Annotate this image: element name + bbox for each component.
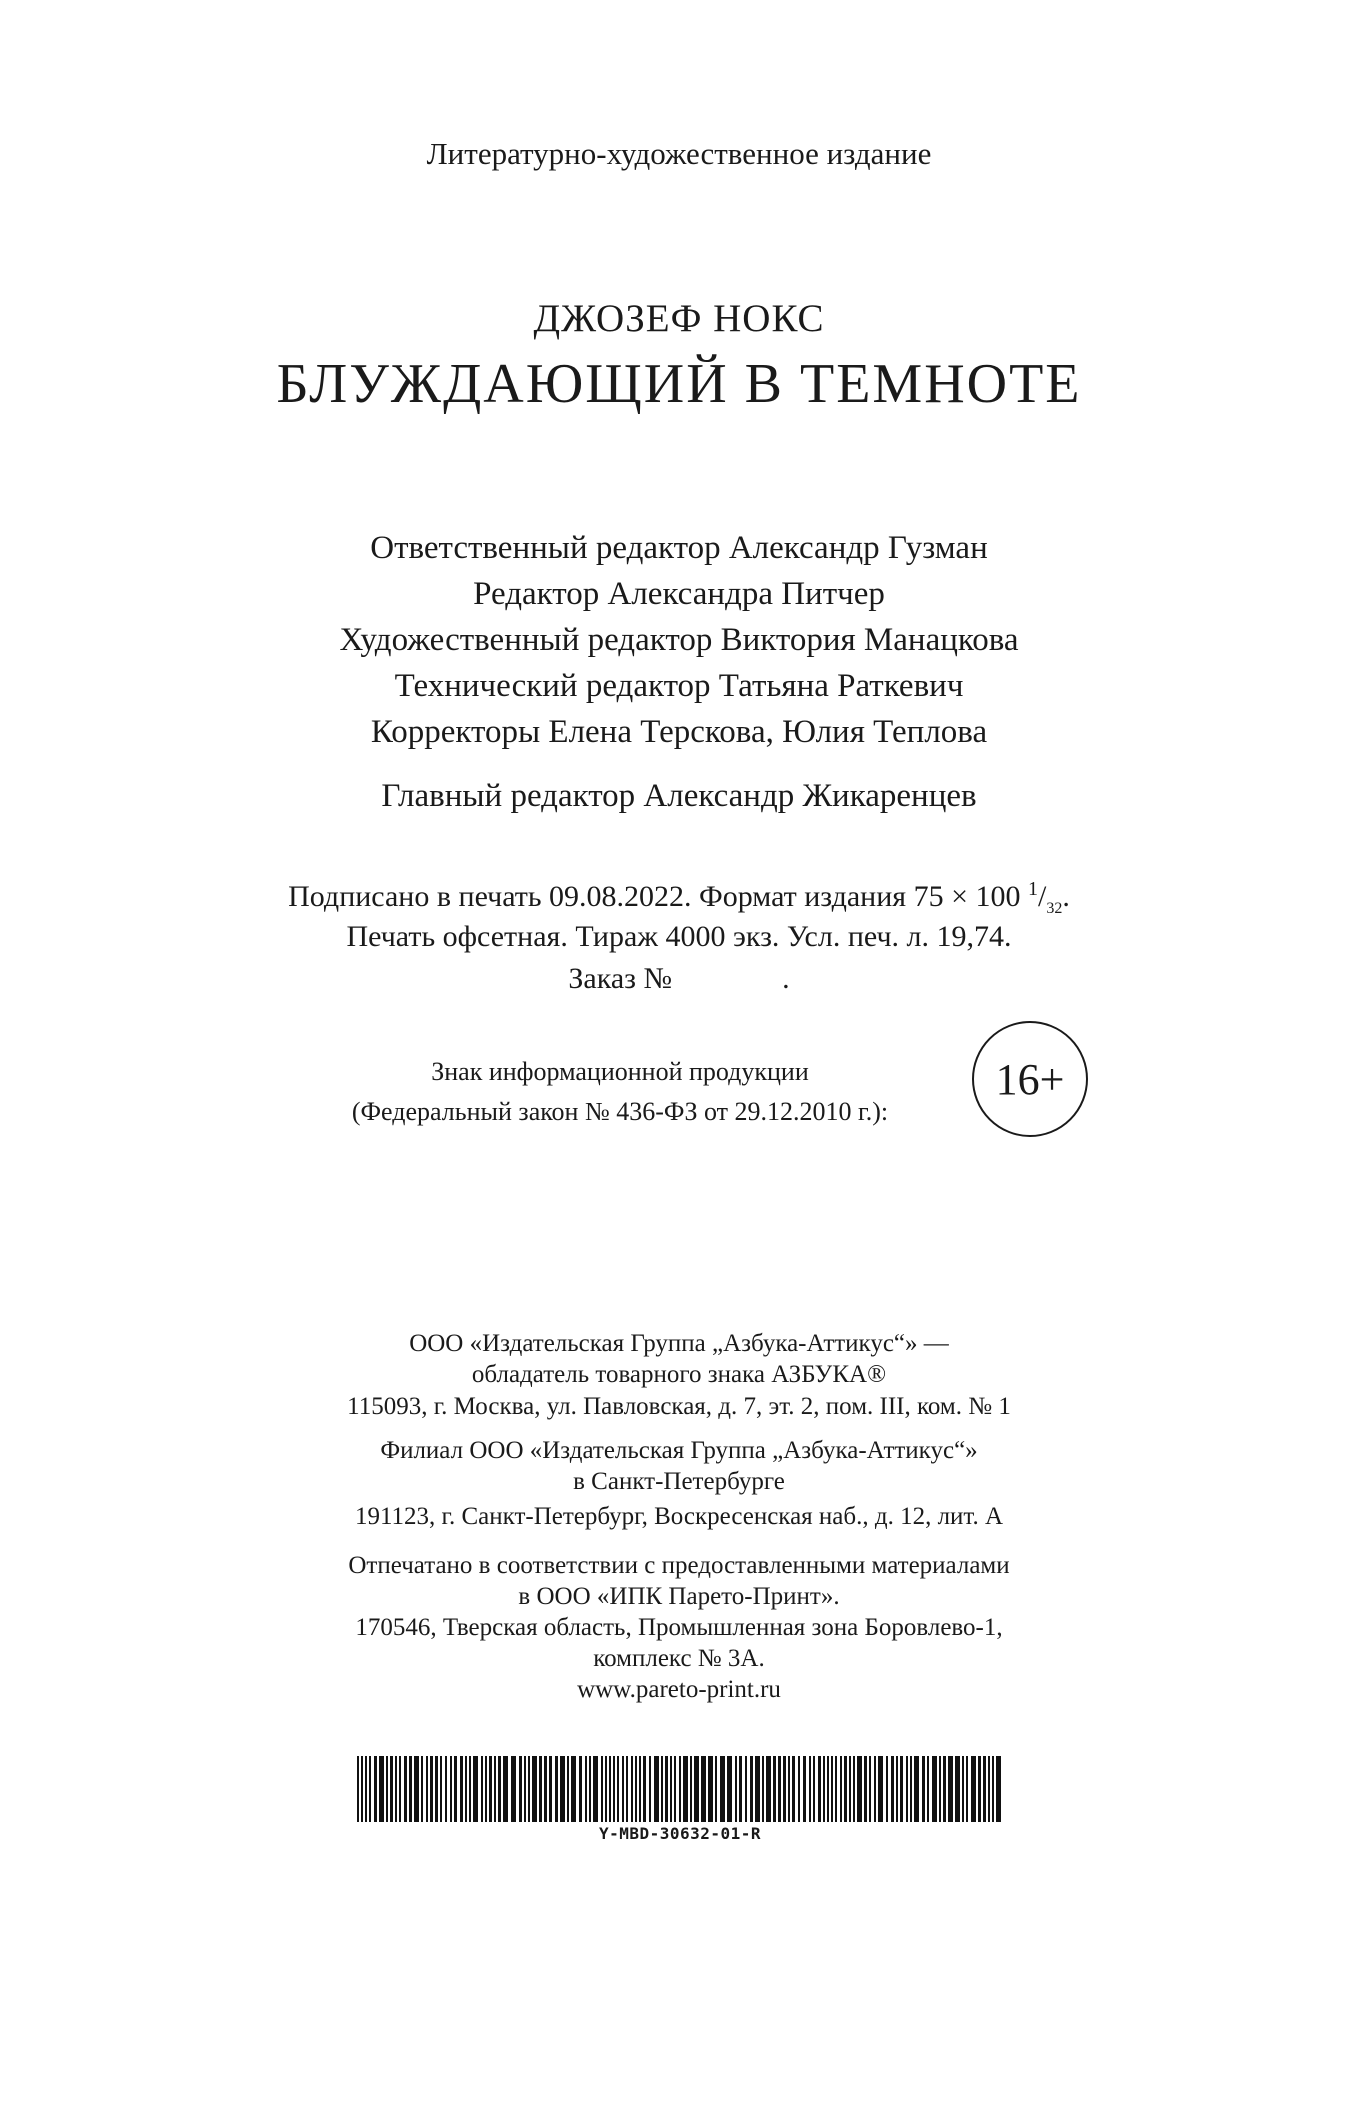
publisher-line: ООО «Издательская Группа „Азбука-Аттикус“» — [409,1330,949,1357]
credit-line: Ответственный редактор Александр Гузман [370,530,988,566]
order-number-line: Заказ № . [568,962,790,995]
barcode-bars-icon [355,1756,1005,1822]
credit-line: Технический редактор Татьяна Раткевич [394,668,964,704]
publisher-line: Отпечатано в соответствии с предоставленными материалами [348,1552,1010,1579]
publisher-line: 115093, г. Москва, ул. Павловская, д. 7, эт. 2, пом. III, ком. № 1 [347,1393,1011,1420]
order-number-label: Заказ № [568,962,673,995]
publisher-line: комплекс № 3А. [593,1645,765,1672]
format-fraction-numerator: 1 [1028,878,1039,900]
print-info-line-2: Печать офсетная. Тираж 4000 экз. Усл. печ. л. 19,74. [346,920,1012,953]
age-rating-badge: 16+ [972,1021,1088,1137]
chief-editor: Главный редактор Александр Жикаренцев [381,778,977,814]
barcode-label: Y-MBD-30632-01-R [598,1824,762,1843]
book-author: ДЖОЗЕФ НОКС [533,297,825,340]
print-format-text: Подписано в печать 09.08.2022. Формат издания 75 × 100 [288,880,1021,913]
print-info-line-1: Подписано в печать 09.08.2022. Формат издания 75 × 100 $^1/_{32}$. [288,878,1070,917]
info-mark-line-1: Знак информационной продукции [431,1057,809,1086]
publisher-line: Филиал ООО «Издательская Группа „Азбука-Аттикус“» [380,1437,978,1464]
info-mark-line-2: (Федеральный закон № 436-ФЗ от 29.12.2010 г.): [351,1097,889,1126]
publisher-line: обладатель товарного знака АЗБУКА® [471,1361,887,1388]
credit-line: Редактор Александра Питчер [473,576,885,612]
publisher-line: 191123, г. Санкт-Петербург, Воскресенская наб., д. 12, лит. А [354,1503,1004,1530]
format-fraction-denominator: 32 [1046,900,1063,917]
barcode [355,1756,1005,1856]
publisher-line: в ООО «ИПК Парето-Принт». [518,1583,840,1610]
printer-website: www.pareto-print.ru [577,1676,781,1703]
publisher-line: в Санкт-Петербурге [573,1468,785,1495]
credit-line: Художественный редактор Виктория Манацкова [339,622,1019,658]
publisher-line: 170546, Тверская область, Промышленная зона Боровлево-1, [355,1614,1003,1641]
edition-type: Литературно-художественное издание [426,136,932,171]
credit-line: Корректоры Елена Терскова, Юлия Теплова [370,714,988,750]
book-title: БЛУЖДАЮЩИЙ В ТЕМНОТЕ [276,353,1082,415]
info-product-mark [270,1052,970,1132]
